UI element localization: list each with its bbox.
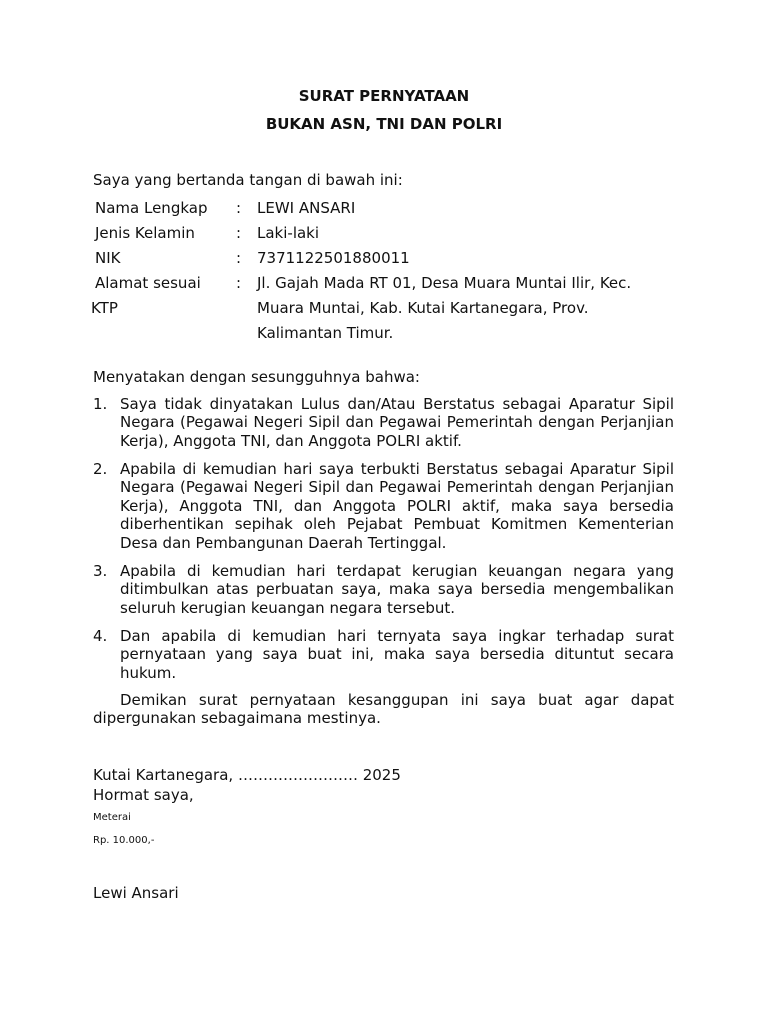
list-item-number: 4. [93,627,108,645]
list-item-number: 3. [93,562,108,580]
field-colon: : [236,224,242,242]
field-label-gender: Jenis Kelamin [95,224,195,242]
field-value-gender: Laki-laki [257,224,320,242]
signer-name: Lewi Ansari [93,884,179,902]
place-date: Kutai Kartanegara, …………………… 2025 [93,766,401,784]
list-item-number: 2. [93,460,108,478]
regards-text: Hormat saya, [93,786,194,804]
field-label-address-cont: KTP [91,299,118,317]
stamp-label: Meterai [93,812,131,823]
list-item-text: Apabila di kemudian hari terdapat kerugian keuangan negara yang ditimbulkan atas perbuatan saya, maka saya bersedia mengembalikan seluruh kerugian keuangan negara tersebut. [120,562,674,617]
statement-intro: Menyatakan dengan sesungguhnya bahwa: [93,368,420,386]
document-title: SURAT PERNYATAAN [298,87,470,105]
list-item-number: 1. [93,395,108,413]
field-value-nik: 7371122501880011 [257,249,410,267]
field-value-address-line3: Kalimantan Timur. [257,324,394,342]
list-item [93,562,674,617]
field-value-address-line1: Jl. Gajah Mada RT 01, Desa Muara Muntai Ilir, Kec. [257,274,632,292]
list-item-text: Apabila di kemudian hari saya terbukti Berstatus sebagai Aparatur Sipil Negara (Pegawai Negeri Sipil dan Pegawai Pemerintah dengan Perjanjian Kerja), Anggota TNI, dan Anggota POLRI aktif, maka saya bersedia diberhentikan sepihak oleh Pejabat Pembuat Komitmen Kementerian Desa dan Pembangunan Daerah Tertinggal. [120,460,674,552]
field-label-address: Alamat sesuai [95,274,201,292]
field-colon: : [236,249,242,267]
list-item-text: Dan apabila di kemudian hari ternyata saya ingkar terhadap surat pernyataan yang saya buat ini, maka saya bersedia dituntut secara hukum. [120,627,674,682]
list-item [93,395,674,450]
list-item [93,460,674,552]
field-value-address-line2: Muara Muntai, Kab. Kutai Kartanegara, Prov. [257,299,589,317]
list-item-text: Saya tidak dinyatakan Lulus dan/Atau Berstatus sebagai Aparatur Sipil Negara (Pegawai Negeri Sipil dan Pegawai Pemerintah dengan Perjanjian Kerja), Anggota TNI, dan Anggota POLRI aktif. [120,395,674,450]
field-colon: : [236,199,242,217]
list-item [93,627,674,682]
field-value-name: LEWI ANSARI [257,199,356,217]
stamp-value: Rp. 10.000,- [93,835,155,846]
intro-text: Saya yang bertanda tangan di bawah ini: [93,171,403,189]
document-subtitle: BUKAN ASN, TNI DAN POLRI [265,115,503,133]
field-colon: : [236,274,242,292]
closing-paragraph: Demikan surat pernyataan kesanggupan ini saya buat agar dapat dipergunakan sebagaimana mestinya. [93,691,674,728]
field-label-name: Nama Lengkap [95,199,208,217]
field-label-nik: NIK [95,249,121,267]
